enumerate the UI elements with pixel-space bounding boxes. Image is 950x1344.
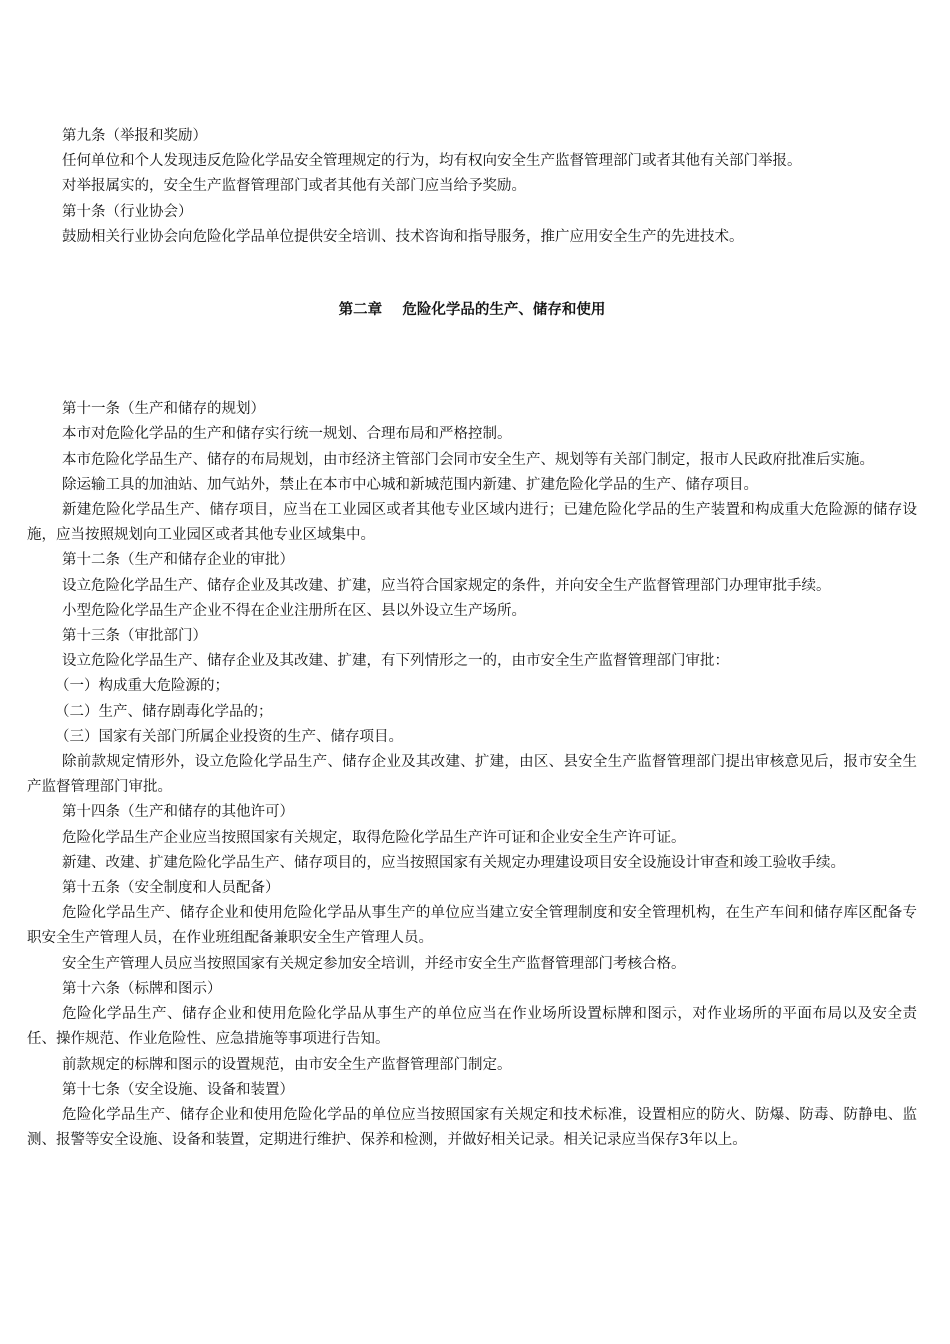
- article-11-paragraph-3: 除运输工具的加油站、加气站外，禁止在本市中心城和新城范围内新建、扩建危险化学品的生产、储存项目。: [62, 476, 758, 493]
- article-17-paragraph-1: 危险化学品生产、储存企业和使用危险化学品的单位应当按照国家有关规定和技术标准，设置相应的防火、防爆、防毒、防静电、监测、报警等安全设施、设备和装置，定期进行维护、保养和检测，并做好相关记录。相关记录应当保存3年以上。: [27, 1106, 917, 1149]
- article-14-paragraph-2: 新建、改建、扩建危险化学品生产、储存项目的，应当按照国家有关规定办理建设项目安全设施设计审查和竣工验收手续。: [62, 854, 845, 871]
- document-page: [27, 124, 917, 1153]
- article-12-paragraph-1: 设立危险化学品生产、储存企业及其改建、扩建，应当符合国家规定的条件，并向安全生产监督管理部门办理审批手续。: [62, 577, 831, 594]
- article-11-paragraph-1: 本市对危险化学品的生产和储存实行统一规划、合理布局和严格控制。: [62, 426, 512, 443]
- article-10-paragraph-1: 鼓励相关行业协会向危险化学品单位提供安全培训、技术咨询和指导服务，推广应用安全生产的先进技术。: [62, 228, 744, 245]
- article-12-paragraph-2: 小型危险化学品生产企业不得在企业注册所在区、县以外设立生产场所。: [62, 602, 526, 619]
- article-13-paragraph-1: 设立危险化学品生产、储存企业及其改建、扩建，有下列情形之一的，由市安全生产监督管理部门审批：: [62, 653, 729, 670]
- section-general-provisions: [27, 124, 917, 250]
- article-11-paragraph-2: 本市危险化学品生产、储存的布局规划，由市经济主管部门会同市安全生产、规划等有关部门制定，报市人民政府批准后实施。: [62, 451, 874, 468]
- article-9-title: 第九条（举报和奖励）: [62, 128, 207, 144]
- section-chapter-2: [27, 397, 917, 1153]
- article-13-item-2: （二）生产、储存剧毒化学品的；: [55, 703, 273, 720]
- article-15-paragraph-1: 危险化学品生产、储存企业和使用危险化学品从事生产的单位应当建立安全管理制度和安全管理机构，在生产车间和储存库区配备专职安全生产管理人员，在作业班组配备兼职安全生产管理人员。: [27, 905, 917, 947]
- article-9-paragraph-1: 任何单位和个人发现违反危险化学品安全管理规定的行为，均有权向安全生产监督管理部门或者其他有关部门举报。: [62, 153, 802, 170]
- article-12-title: 第十二条（生产和储存企业的审批）: [62, 552, 294, 569]
- article-9-paragraph-2: 对举报属实的，安全生产监督管理部门或者其他有关部门应当给予奖励。: [62, 178, 526, 195]
- article-15-title: 第十五条（安全制度和人员配备）: [62, 880, 280, 897]
- article-15-paragraph-2: 安全生产管理人员应当按照国家有关规定参加安全培训，并经市安全生产监督管理部门考核合格。: [62, 955, 686, 972]
- article-13-item-3: （三）国家有关部门所属企业投资的生产、储存项目。: [55, 728, 403, 745]
- article-16-paragraph-2: 前款规定的标牌和图示的设置规范，由市安全生产监督管理部门制定。: [62, 1056, 512, 1073]
- article-14-title: 第十四条（生产和储存的其他许可）: [62, 804, 294, 821]
- article-13-title: 第十三条（审批部门）: [62, 628, 207, 645]
- article-14-paragraph-1: 危险化学品生产企业应当按照国家有关规定，取得危险化学品生产许可证和企业安全生产许可证。: [62, 829, 686, 846]
- article-11-title: 第十一条（生产和储存的规划）: [62, 401, 265, 418]
- article-16-paragraph-1: 危险化学品生产、储存企业和使用危险化学品从事生产的单位应当在作业场所设置标牌和图示，对作业场所的平面布局以及安全责任、操作规范、作业危险性、应急措施等事项进行告知。: [27, 1006, 917, 1048]
- article-17-title: 第十七条（安全设施、设备和装置）: [62, 1081, 294, 1098]
- article-10-title: 第十条（行业协会）: [62, 203, 193, 220]
- article-13-item-1: （一）构成重大危险源的；: [55, 678, 229, 695]
- article-11-paragraph-4: 新建危险化学品生产、储存项目，应当在工业园区或者其他专业区域内进行；已建危险化学品的生产装置和构成重大危险源的储存设施，应当按照规划向工业园区或者其他专业区域集中。: [27, 502, 917, 544]
- article-13-paragraph-2: 除前款规定情形外，设立危险化学品生产、储存企业及其改建、扩建，由区、县安全生产监督管理部门提出审核意见后，报市安全生产监督管理部门审批。: [27, 754, 917, 796]
- article-16-title: 第十六条（标牌和图示）: [62, 980, 222, 997]
- chapter-heading: 第二章 危险化学品的生产、储存和使用: [338, 302, 606, 319]
